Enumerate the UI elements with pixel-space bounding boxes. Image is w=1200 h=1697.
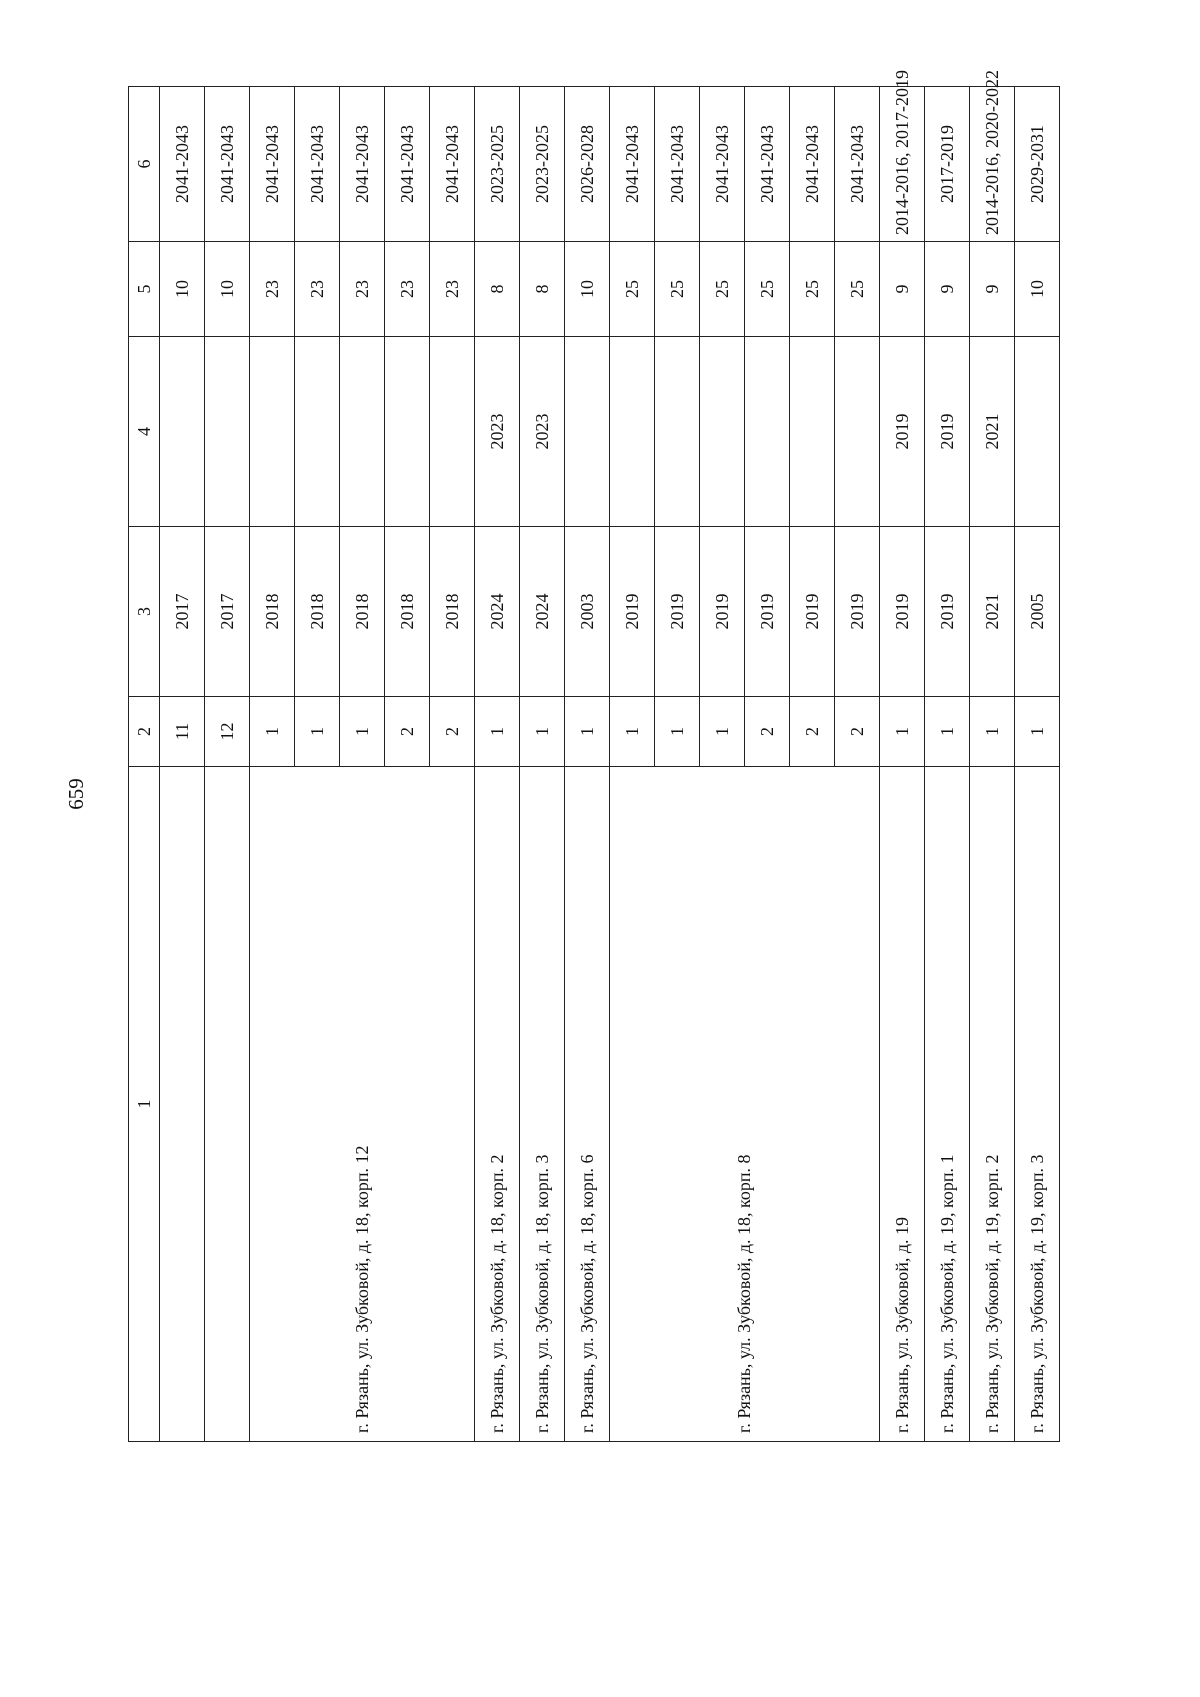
cell-c4 [430, 337, 475, 527]
cell-c2: 1 [565, 697, 610, 767]
cell-c3: 2024 [475, 527, 520, 697]
cell-c3: 2019 [790, 527, 835, 697]
cell-c4 [565, 337, 610, 527]
cell-c3: 2019 [925, 527, 970, 697]
cell-c3: 2021 [970, 527, 1015, 697]
cell-c3: 2005 [1015, 527, 1060, 697]
address-cell: г. Рязань, ул. Зубковой, д. 19, корп. 1 [925, 767, 970, 1442]
cell-c3: 2018 [430, 527, 475, 697]
cell-c3: 2019 [835, 527, 880, 697]
cell-c5: 25 [610, 242, 655, 337]
cell-c4: 2019 [880, 337, 925, 527]
address-cell: г. Рязань, ул. Зубковой, д. 18, корп. 8 [610, 767, 880, 1442]
table-inner [128, 70, 1047, 1442]
cell-c5: 25 [745, 242, 790, 337]
page-number [64, 770, 88, 818]
table-row [610, 87, 655, 1442]
header-cell: 5 [129, 242, 160, 337]
table-row [565, 87, 610, 1442]
cell-c4 [1015, 337, 1060, 527]
cell-c2: 2 [385, 697, 430, 767]
cell-c6: 2041-2043 [655, 87, 700, 242]
page-number-text: 659 [64, 778, 88, 810]
cell-c5: 25 [655, 242, 700, 337]
cell-c6: 2029-2031 [1015, 87, 1060, 242]
cell-c6: 2014-2016, 2020-2022 [970, 87, 1015, 242]
cell-c4: 2023 [475, 337, 520, 527]
table-row [925, 87, 970, 1442]
cell-c5: 25 [700, 242, 745, 337]
table-row [250, 87, 295, 1442]
table-row [160, 87, 205, 1442]
table-row [970, 87, 1015, 1442]
address-cell: г. Рязань, ул. Зубковой, д. 18, корп. 6 [565, 767, 610, 1442]
address-cell: г. Рязань, ул. Зубковой, д. 18, корп. 2 [475, 767, 520, 1442]
cell-c3: 2019 [655, 527, 700, 697]
cell-c6: 2041-2043 [340, 87, 385, 242]
cell-c2: 1 [970, 697, 1015, 767]
cell-c3: 2018 [295, 527, 340, 697]
cell-c2: 1 [340, 697, 385, 767]
cell-c5: 10 [1015, 242, 1060, 337]
cell-c4 [700, 337, 745, 527]
cell-c4: 2021 [970, 337, 1015, 527]
cell-c6: 2041-2043 [250, 87, 295, 242]
cell-c4 [250, 337, 295, 527]
address-cell: г. Рязань, ул. Зубковой, д. 18, корп. 12 [250, 767, 475, 1442]
cell-c2: 1 [475, 697, 520, 767]
cell-c6: 2041-2043 [700, 87, 745, 242]
cell-c3: 2019 [700, 527, 745, 697]
cell-c4 [160, 337, 205, 527]
cell-c5: 23 [430, 242, 475, 337]
cell-c6: 2041-2043 [160, 87, 205, 242]
cell-c5: 9 [880, 242, 925, 337]
header-cell: 4 [129, 337, 160, 527]
header-cell: 3 [129, 527, 160, 697]
cell-c3: 2018 [340, 527, 385, 697]
cell-c5: 8 [520, 242, 565, 337]
cell-c5: 9 [925, 242, 970, 337]
cell-c5: 25 [835, 242, 880, 337]
table-row [205, 87, 250, 1442]
cell-c5: 23 [340, 242, 385, 337]
cell-c2: 1 [295, 697, 340, 767]
cell-c3: 2017 [160, 527, 205, 697]
cell-c3: 2018 [385, 527, 430, 697]
address-cell: г. Рязань, ул. Зубковой, д. 19, корп. 3 [1015, 767, 1060, 1442]
cell-c6: 2041-2043 [385, 87, 430, 242]
cell-c3: 2018 [250, 527, 295, 697]
address-cell: г. Рязань, ул. Зубковой, д. 19, корп. 2 [970, 767, 1015, 1442]
header-cell: 6 [129, 87, 160, 242]
cell-c4 [610, 337, 655, 527]
cell-c6: 2041-2043 [745, 87, 790, 242]
cell-c4 [790, 337, 835, 527]
cell-c2: 1 [250, 697, 295, 767]
cell-c2: 1 [700, 697, 745, 767]
cell-c2: 1 [925, 697, 970, 767]
cell-c6: 2041-2043 [610, 87, 655, 242]
cell-c4 [385, 337, 430, 527]
cell-c2: 1 [1015, 697, 1060, 767]
cell-c3: 2003 [565, 527, 610, 697]
cell-c6: 2041-2043 [205, 87, 250, 242]
cell-c3: 2019 [745, 527, 790, 697]
header-cell: 2 [129, 697, 160, 767]
cell-c6: 2041-2043 [790, 87, 835, 242]
rotated-table-container [128, 70, 1047, 1442]
cell-c5: 23 [295, 242, 340, 337]
table-row [520, 87, 565, 1442]
header-row [129, 87, 160, 1442]
cell-c2: 1 [655, 697, 700, 767]
cell-c6: 2023-2025 [520, 87, 565, 242]
cell-c4 [835, 337, 880, 527]
cell-c6: 2023-2025 [475, 87, 520, 242]
housing-schedule-table [128, 70, 1060, 1442]
cell-c6: 2041-2043 [295, 87, 340, 242]
header-cell: 1 [129, 767, 160, 1442]
cell-c3: 2017 [205, 527, 250, 697]
cell-c2: 1 [610, 697, 655, 767]
cell-c5: 25 [790, 242, 835, 337]
cell-c4 [205, 337, 250, 527]
cell-c5: 10 [160, 242, 205, 337]
table-row [475, 87, 520, 1442]
cell-c4: 2019 [925, 337, 970, 527]
address-cell [205, 767, 250, 1442]
address-cell: г. Рязань, ул. Зубковой, д. 19 [880, 767, 925, 1442]
cell-c4: 2023 [520, 337, 565, 527]
cell-c2: 2 [835, 697, 880, 767]
cell-c2: 11 [160, 697, 205, 767]
cell-c4 [655, 337, 700, 527]
cell-c4 [340, 337, 385, 527]
cell-c2: 1 [520, 697, 565, 767]
cell-c3: 2019 [610, 527, 655, 697]
cell-c5: 23 [385, 242, 430, 337]
table-row [1015, 87, 1060, 1442]
cell-c5: 10 [565, 242, 610, 337]
cell-c6: 2017-2019 [925, 87, 970, 242]
cell-c5: 23 [250, 242, 295, 337]
cell-c2: 1 [880, 697, 925, 767]
cell-c6: 2041-2043 [430, 87, 475, 242]
cell-c6: 2026-2028 [565, 87, 610, 242]
cell-c5: 9 [970, 242, 1015, 337]
cell-c2: 2 [790, 697, 835, 767]
cell-c4 [745, 337, 790, 527]
cell-c2: 2 [430, 697, 475, 767]
cell-c6: 2041-2043 [835, 87, 880, 242]
cell-c3: 2024 [520, 527, 565, 697]
address-cell: г. Рязань, ул. Зубковой, д. 18, корп. 3 [520, 767, 565, 1442]
cell-c5: 10 [205, 242, 250, 337]
cell-c6: 2014-2016, 2017-2019 [880, 87, 925, 242]
cell-c2: 2 [745, 697, 790, 767]
table-row [880, 87, 925, 1442]
cell-c3: 2019 [880, 527, 925, 697]
cell-c2: 12 [205, 697, 250, 767]
cell-c5: 8 [475, 242, 520, 337]
cell-c4 [295, 337, 340, 527]
address-cell [160, 767, 205, 1442]
